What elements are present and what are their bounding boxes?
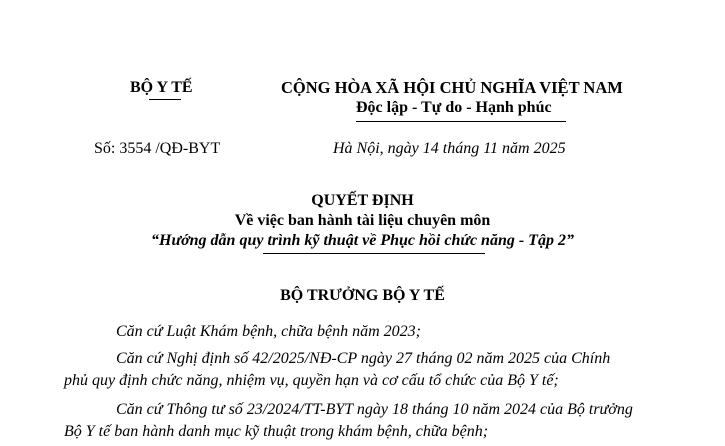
republic-name: CỘNG HÒA XÃ HỘI CHỦ NGHĨA VIỆT NAM <box>281 78 623 97</box>
basis-circular-line-1: Căn cứ Thông tư số 23/2024/TT-BYT ngày 18 tháng 10 năm 2024 của Bộ trưởng <box>116 401 633 418</box>
basis-decree-line-1: Căn cứ Nghị định số 42/2025/NĐ-CP ngày 27 tháng 02 năm 2025 của Chính <box>116 350 611 367</box>
document-number: Số: 3554 /QĐ-BYT <box>94 140 221 157</box>
national-motto: Độc lập - Tự do - Hạnh phúc <box>356 99 552 116</box>
issuer-title: BỘ TRƯỞNG BỘ Y TẾ <box>280 287 445 304</box>
motto-underline <box>356 121 566 122</box>
decision-title: QUYẾT ĐỊNH <box>311 192 414 209</box>
subtitle-underline <box>263 253 485 254</box>
basis-law: Căn cứ Luật Khám bệnh, chữa bệnh năm 2023; <box>116 323 421 340</box>
place-and-date: Hà Nội, ngày 14 tháng 11 năm 2025 <box>333 140 566 157</box>
basis-decree-line-2: phủ quy định chức năng, nhiệm vụ, quyền hạn và cơ cấu tổ chức của Bộ Y tế; <box>64 372 559 389</box>
basis-circular-line-2: Bộ Y tế ban hành danh mục kỹ thuật trong khám bệnh, chữa bệnh; <box>64 423 489 440</box>
decision-subtitle-line-1: Về việc ban hành tài liệu chuyên môn <box>234 212 491 229</box>
ministry-name: BỘ Y TẾ <box>130 79 193 96</box>
decision-subtitle-line-2: “Hướng dẫn quy trình kỹ thuật về Phục hồi chức năng - Tập 2” <box>151 232 574 249</box>
ministry-underline <box>149 99 181 100</box>
